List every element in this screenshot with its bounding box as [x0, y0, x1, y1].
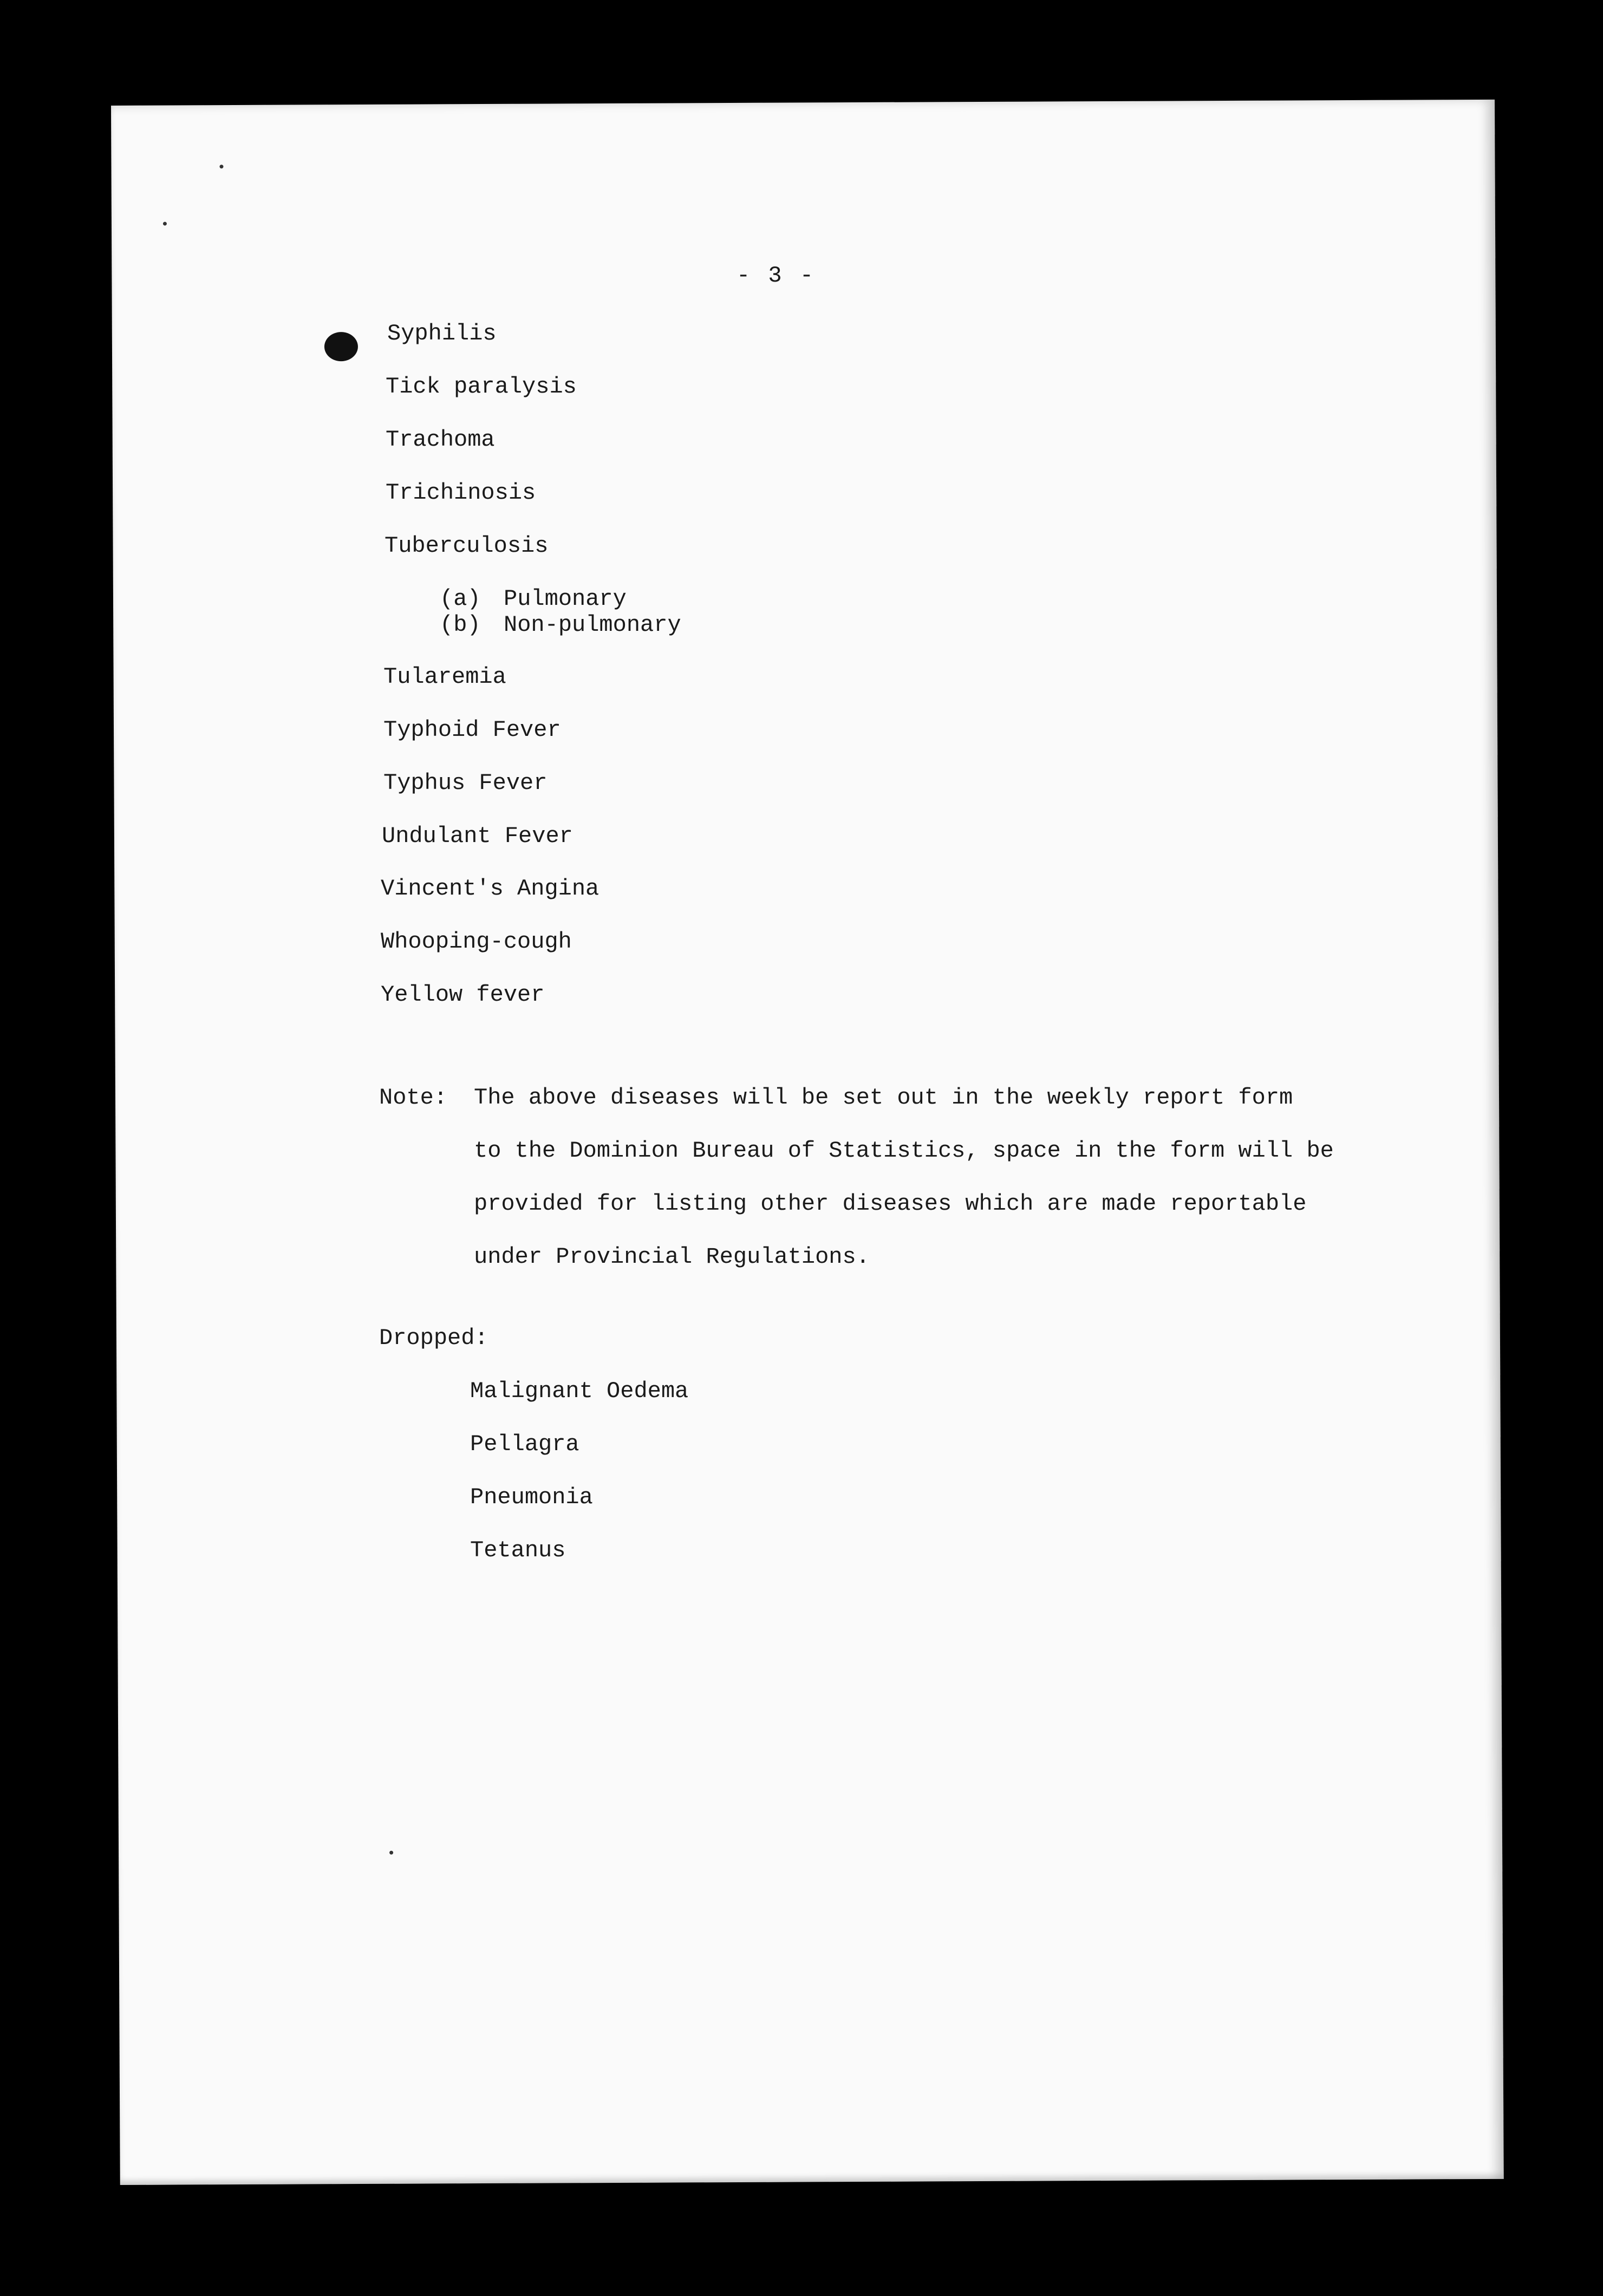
note-line: provided for listing other diseases which are made reportable [474, 1191, 1307, 1217]
subtype-marker: (b) [440, 612, 481, 638]
dropped-item: Tetanus [470, 1537, 566, 1563]
speck-mark [389, 1851, 393, 1855]
note-label: Note: [379, 1085, 448, 1111]
disease-item: Tick paralysis [386, 374, 577, 400]
disease-item: Undulant Fever [382, 823, 573, 849]
disease-item: Typhus Fever [383, 770, 548, 796]
disease-item: Trachoma [386, 427, 495, 453]
dropped-item: Pneumonia [470, 1484, 593, 1510]
disease-item: Whooping-cough [381, 929, 572, 955]
disease-item: Tularemia [383, 664, 506, 690]
note-line: under Provincial Regulations. [474, 1244, 870, 1270]
speck-mark [163, 222, 167, 226]
disease-item: Yellow fever [381, 982, 545, 1008]
note-line: The above diseases will be set out in the weekly report form [474, 1085, 1293, 1111]
note-line: to the Dominion Bureau of Statistics, space in the form will be [474, 1138, 1334, 1164]
speck-mark [219, 165, 223, 168]
dropped-item: Pellagra [470, 1431, 579, 1457]
disease-item: Trichinosis [386, 480, 536, 506]
disease-item: Tuberculosis [385, 533, 549, 559]
disease-item: Syphilis [387, 321, 497, 347]
subtype-marker: (a) [440, 586, 481, 612]
disease-item: Vincent's Angina [381, 876, 600, 902]
page-number: - 3 - [737, 263, 816, 289]
disease-item: Typhoid Fever [383, 717, 561, 743]
subtype-name: Pulmonary [504, 586, 627, 612]
dropped-item: Malignant Oedema [470, 1378, 689, 1404]
punch-hole-mark [324, 332, 358, 361]
dropped-heading: Dropped: [379, 1325, 488, 1351]
subtype-name: Non-pulmonary [504, 612, 681, 638]
